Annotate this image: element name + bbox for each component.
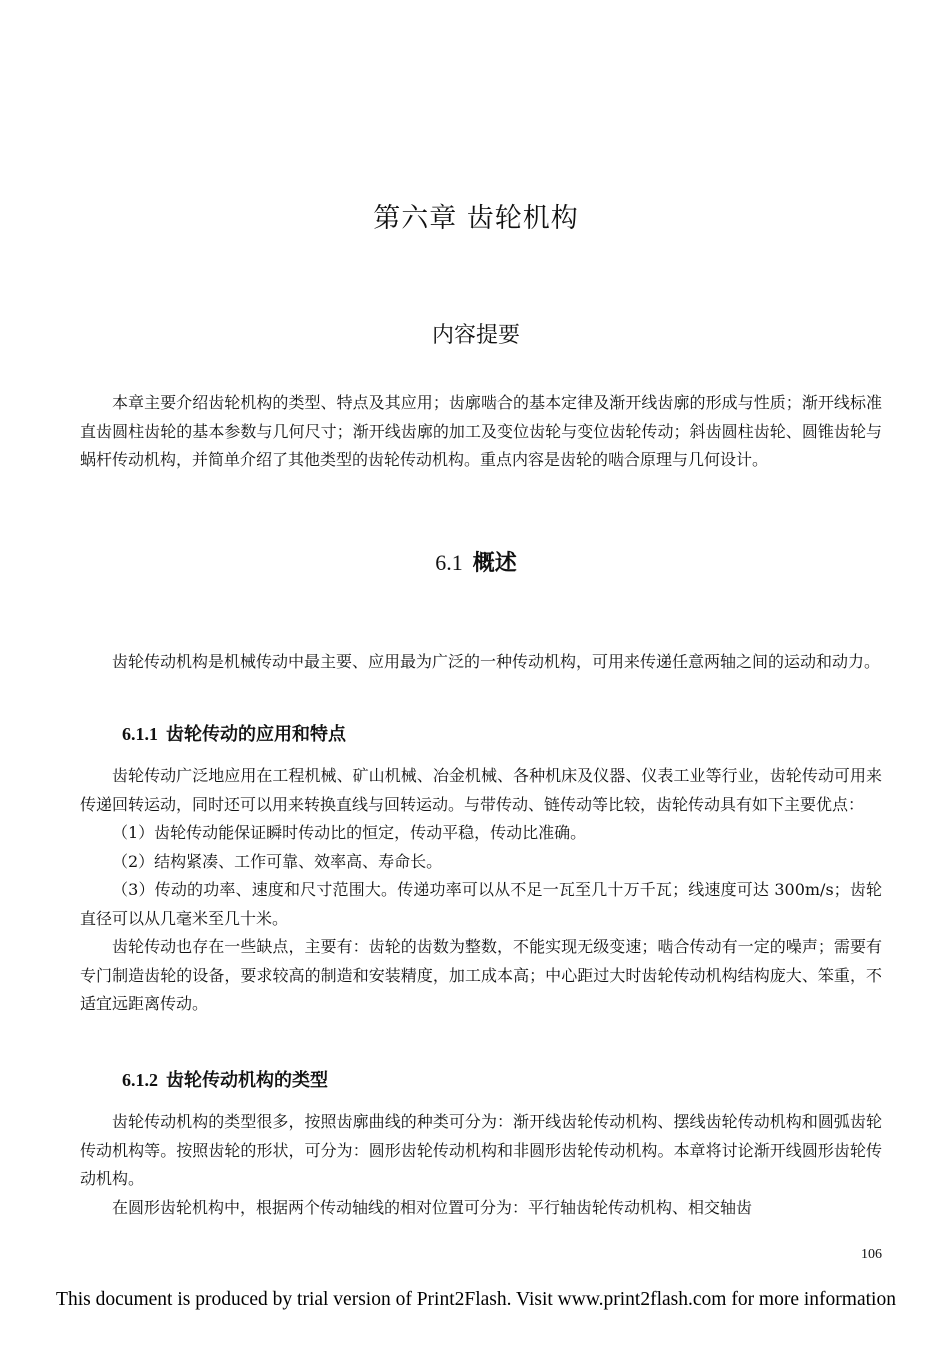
summary-heading: 内容提要 — [431, 323, 520, 348]
subsection-1-heading — [80, 720, 882, 746]
subsection-1-number: 6.1.1 — [122, 724, 158, 744]
section-title: 概述 — [472, 551, 517, 576]
section-intro-paragraph: 齿轮传动机构是机械传动中最主要、应用最为广泛的一种传动机构，可用来传递任意两轴之间的运动和动力。 — [112, 652, 881, 671]
subsection-1-paragraph-1: 齿轮传动广泛地应用在工程机械、矿山机械、冶金机械、各种机床及仪器、仪表工业等行业，齿轮传动可用来传递回转运动，同时还可以用来转换直线与回转运动。与带传动、链传动等比较，齿轮传动具有如下主要优点： — [80, 766, 882, 814]
section-intro-block — [80, 648, 882, 677]
subsection-1-title: 齿轮传动的应用和特点 — [166, 724, 346, 745]
subsection-2-heading — [80, 1066, 882, 1092]
subsection-2-number: 6.1.2 — [122, 1070, 158, 1090]
page-number: 106 — [861, 1247, 882, 1262]
advantage-item-3: （3）传动的功率、速度和尺寸范围大。传递功率可以从不足一瓦至几十万千瓦；线速度可达 300m/s；齿轮直径可以从几毫米至几十米。 — [80, 880, 882, 928]
summary-paragraph: 本章主要介绍齿轮机构的类型、特点及其应用；齿廓啮合的基本定律及渐开线齿廓的形成与性质；渐开线标准直齿圆柱齿轮的基本参数与几何尺寸；渐开线齿廓的加工及变位齿轮与变位齿轮传动；斜齿圆柱齿轮、圆锥齿轮与蜗杆传动机构，并简单介绍了其他类型的齿轮传动机构。重点内容是齿轮的啮合原理与几何设计。 — [80, 393, 882, 469]
section-heading — [0, 546, 952, 577]
advantage-item-2: （2）结构紧凑、工作可靠、效率高、寿命长。 — [112, 851, 443, 871]
subsection-2-body — [80, 1108, 882, 1222]
subsection-2-paragraph-2: 在圆形齿轮机构中，根据两个传动轴线的相对位置可分为：平行轴齿轮传动机构、相交轴齿 — [112, 1197, 753, 1217]
chapter-title: 第六章 齿轮机构 — [373, 203, 579, 234]
trial-watermark-footer: This document is produced by trial version of Print2Flash. Visit www.print2flash.com for more information — [56, 1289, 896, 1310]
summary-block — [80, 389, 882, 475]
subsection-2-paragraph-1: 齿轮传动机构的类型很多，按照齿廓曲线的种类可分为：渐开线齿轮传动机构、摆线齿轮传动机构和圆弧齿轮传动机构等。按照齿轮的形状，可分为：圆形齿轮传动机构和非圆形齿轮传动机构。本章将讨论渐开线圆形齿轮传动机构。 — [80, 1112, 882, 1188]
advantage-item-1: （1）齿轮传动能保证瞬时传动比的恒定，传动平稳，传动比准确。 — [112, 823, 587, 842]
subsection-1-paragraph-2: 齿轮传动也存在一些缺点，主要有：齿轮的齿数为整数，不能实现无级变速；啮合传动有一定的噪声；需要有专门制造齿轮的设备，要求较高的制造和安装精度，加工成本高；中心距过大时齿轮传动机构结构庞大、笨重，不适宜远距离传动。 — [80, 937, 882, 1013]
subsection-2-title: 齿轮传动机构的类型 — [166, 1070, 328, 1091]
subsection-1-body — [80, 762, 882, 1019]
section-number: 6.1 — [435, 550, 463, 575]
